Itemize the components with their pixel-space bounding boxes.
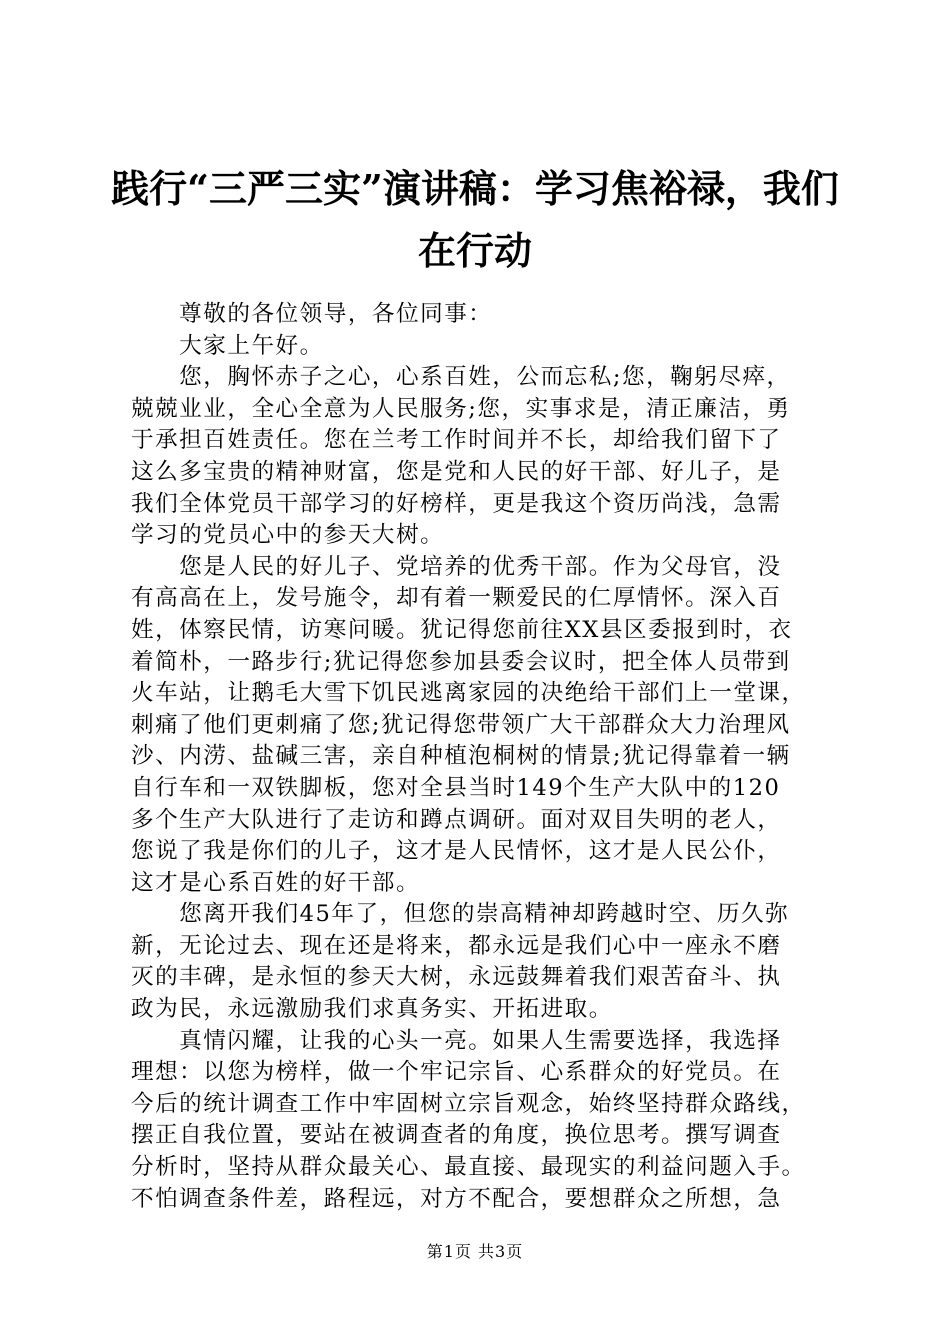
body-line: 今后的统计调查工作中牢固树立宗旨观念，始终坚持群众路线， (131, 1090, 806, 1117)
page-number-footer: 第1页 共3页 (426, 1242, 524, 1261)
document-body (131, 299, 826, 1215)
body-line: 这才是心系百姓的好干部。 (131, 869, 421, 896)
body-line: 真情闪耀，让我的心头一亮。如果人生需要选择，我选择 (131, 1027, 782, 1054)
title-line: 践行“三严三实”演讲稿：学习焦裕禄，我们 (111, 166, 839, 211)
body-line: 沙、内涝、盐碱三害，亲自种植泡桐树的情景;犹记得靠着一辆 (131, 743, 791, 770)
title-line: 在行动 (417, 228, 532, 273)
body-line: 姓，体察民情，访寒问暖。犹记得您前往XX县区委报到时，衣 (131, 616, 793, 643)
body-line: 理想：以您为榜样，做一个牢记宗旨、心系群众的好党员。在 (131, 1059, 782, 1086)
document-title (100, 158, 850, 282)
body-line: 不怕调查条件差，路程远，对方不配合，要想群众之所想，急 (131, 1185, 782, 1212)
body-line: 新，无论过去、现在还是将来，都永远是我们心中一座永不磨 (131, 932, 782, 959)
body-line: 分析时，坚持从群众最关心、最直接、最现实的利益问题入手。 (131, 1154, 806, 1181)
body-line: 兢兢业业，全心全意为人民服务;您，实事求是，清正廉洁，勇 (131, 395, 791, 422)
body-line: 多个生产大队进行了走访和蹲点调研。面对双目失明的老人， (131, 806, 782, 833)
body-line: 您说了我是你们的儿子，这才是人民情怀，这才是人民公仆， (131, 838, 782, 865)
body-line: 着简朴，一路步行;犹记得您参加县委会议时，把全体人员带到 (131, 648, 791, 675)
body-line: 政为民，永远激励我们求真务实、开拓进取。 (131, 996, 613, 1023)
body-line: 火车站，让鹅毛大雪下饥民逃离家园的决绝给干部们上一堂课， (131, 680, 806, 707)
body-line: 这么多宝贵的精神财富，您是党和人民的好干部、好儿子，是 (131, 458, 782, 485)
body-line: 摆正自我位置，要站在被调查者的角度，换位思考。撰写调查 (131, 1122, 782, 1149)
body-line: 学习的党员心中的参天大树。 (131, 522, 445, 549)
body-line: 刺痛了他们更刺痛了您;犹记得您带领广大干部群众大力治理风 (131, 711, 791, 738)
body-line: 灭的丰碑，是永恒的参天大树，永远鼓舞着我们艰苦奋斗、执 (131, 964, 782, 991)
body-line: 自行车和一双铁脚板，您对全县当时149个生产大队中的120 (131, 774, 781, 801)
body-line: 大家上午好。 (131, 332, 324, 359)
body-line: 于承担百姓责任。您在兰考工作时间并不长，却给我们留下了 (131, 427, 782, 454)
body-line: 您离开我们45年了，但您的崇高精神却跨越时空、历久弥 (131, 901, 790, 928)
body-line: 您是人民的好儿子、党培养的优秀干部。作为父母官，没 (131, 553, 782, 580)
body-line: 尊敬的各位领导，各位同事： (131, 301, 493, 327)
body-line: 您，胸怀赤子之心，心系百姓，公而忘私;您，鞠躬尽瘁， (131, 364, 791, 391)
body-line: 有高高在上，发号施令，却有着一颗爱民的仁厚情怀。深入百 (131, 585, 782, 612)
body-line: 我们全体党员干部学习的好榜样，更是我这个资历尚浅，急需 (131, 490, 782, 517)
